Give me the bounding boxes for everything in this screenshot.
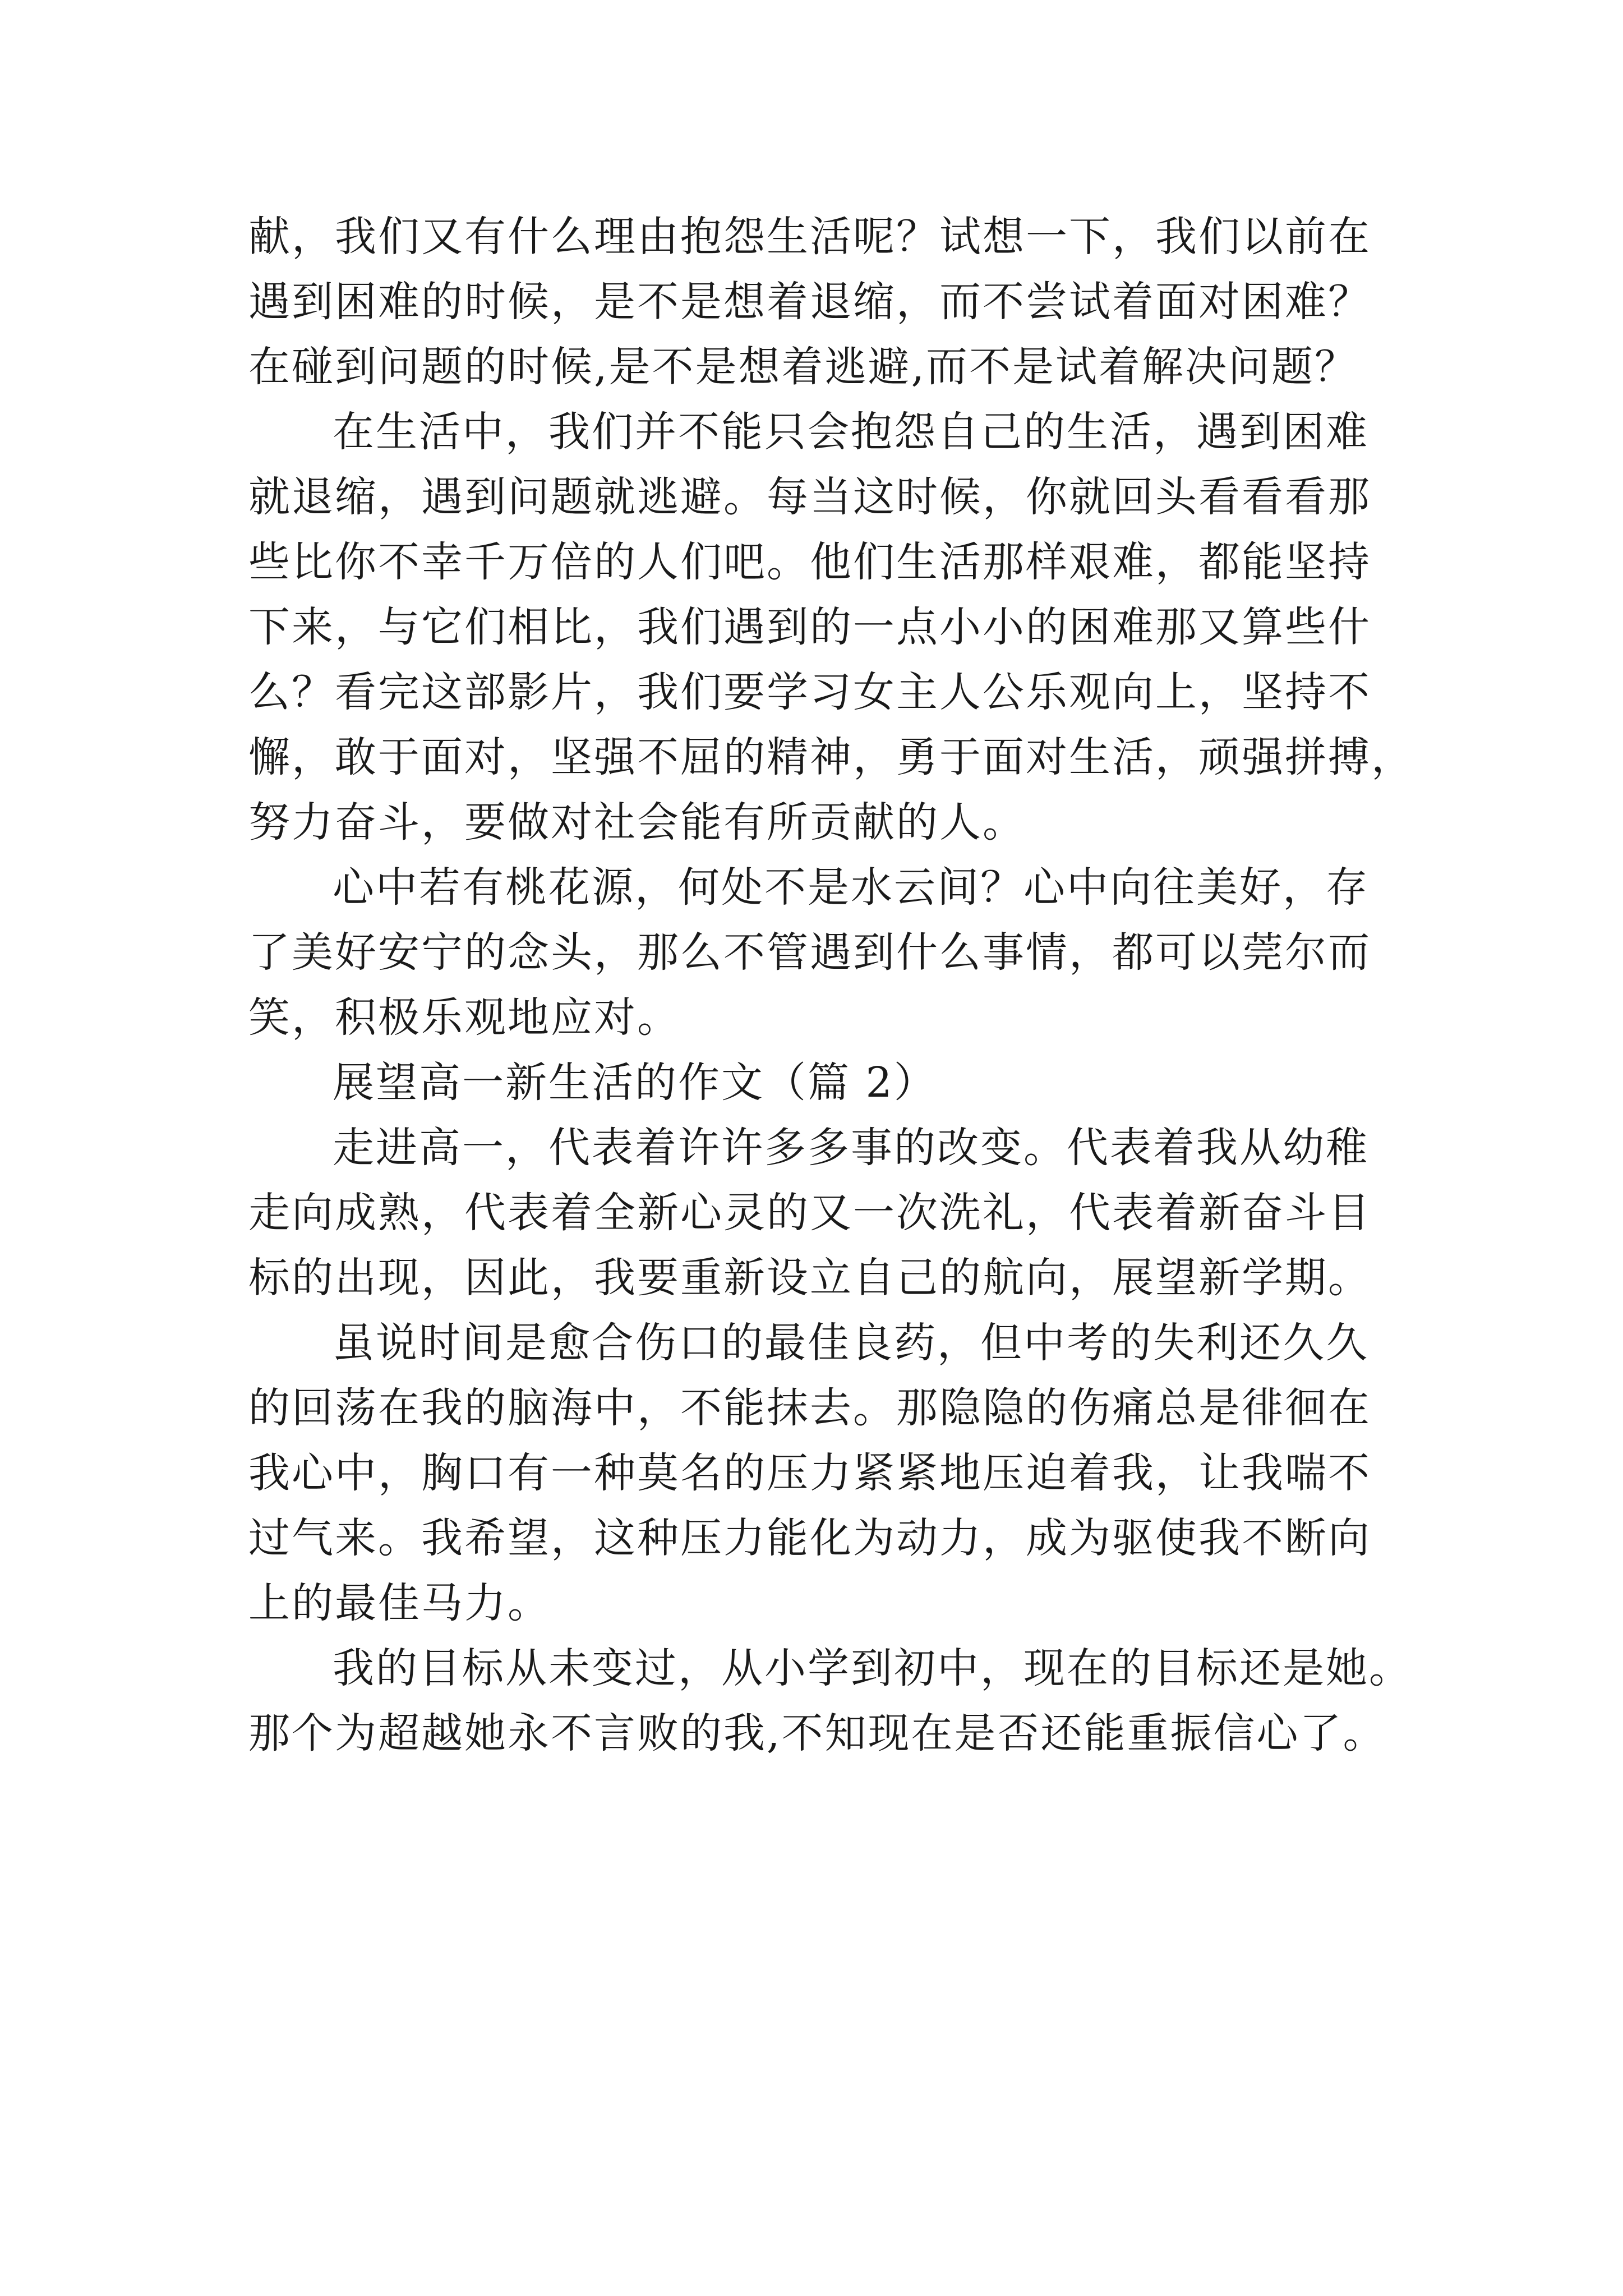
paragraph-first-line: 在生活中，我们并不能只会抱怨自己的生活，遇到困难 — [333, 408, 1369, 456]
text-line: 献，我们又有什么理由抱怨生活呢？试想一下，我们以前在 — [248, 213, 1371, 261]
text-line: 标的出现，因此，我要重新设立自己的航向，展望新学期。 — [248, 1254, 1371, 1302]
text-line: 了美好安宁的念头，那么不管遇到什么事情，都可以莞尔而 — [248, 928, 1371, 977]
paragraph-first-line: 虽说时间是愈合伤口的最佳良药，但中考的失利还久久 — [333, 1319, 1369, 1367]
text-line: 些比你不幸千万倍的人们吧。他们生活那样艰难，都能坚持 — [248, 538, 1371, 586]
text-line: 走向成熟，代表着全新心灵的又一次洗礼，代表着新奋斗目 — [248, 1189, 1371, 1237]
text-line: 努力奋斗，要做对社会能有所贡献的人。 — [248, 798, 1026, 846]
section-heading: 展望高一新生活的作文（篇 2） — [333, 1059, 937, 1107]
document-body — [248, 204, 1414, 1766]
text-line: 遇到困难的时候，是不是想着退缩，而不尝试着面对困难？ — [248, 278, 1371, 326]
paragraph-first-line: 我的目标从未变过，从小学到初中，现在的目标还是她。 — [333, 1644, 1412, 1692]
text-line: 上的最佳马力。 — [248, 1579, 551, 1627]
text-line: 的回荡在我的脑海中，不能抹去。那隐隐的伤痛总是徘徊在 — [248, 1384, 1371, 1432]
paragraph-first-line: 走进高一，代表着许许多多事的改变。代表着我从幼稚 — [333, 1124, 1369, 1172]
text-line: 过气来。我希望，这种压力能化为动力，成为驱使我不断向 — [248, 1514, 1371, 1562]
text-line: 在碰到问题的时候,是不是想着逃避,而不是试着解决问题？ — [248, 343, 1358, 391]
text-line: 那个为超越她永不言败的我,不知现在是否还能重振信心了。 — [248, 1709, 1386, 1757]
text-line: 就退缩，遇到问题就逃避。每当这时候，你就回头看看看那 — [248, 473, 1371, 521]
text-line: 么？看完这部影片，我们要学习女主人公乐观向上，坚持不 — [248, 668, 1371, 716]
text-line: 懈，敢于面对，坚强不屈的精神，勇于面对生活，顽强拼搏， — [248, 733, 1414, 781]
text-line: 下来，与它们相比，我们遇到的一点小小的困难那又算些什 — [248, 603, 1371, 651]
text-line: 我心中，胸口有一种莫名的压力紧紧地压迫着我，让我喘不 — [248, 1449, 1371, 1497]
text-line: 笑，积极乐观地应对。 — [248, 993, 680, 1042]
paragraph-first-line: 心中若有桃花源，何处不是水云间？心中向往美好，存 — [333, 863, 1369, 912]
